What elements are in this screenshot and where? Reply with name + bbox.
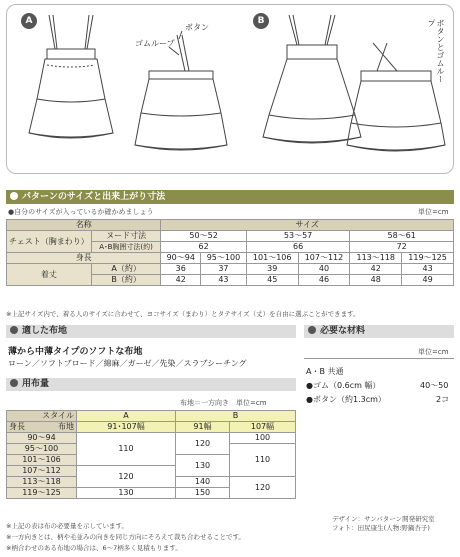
yardage-note: 布地＝一方向き 単位=cm <box>180 399 267 407</box>
nude-3: 58〜61 <box>350 231 454 242</box>
height-1: 90〜94 <box>161 253 201 264</box>
yardage-footnote-3: ※柄合わせのある布地の場合は、6〜7柄多く見積もります。 <box>6 544 182 552</box>
callout-button: ボタン <box>185 23 209 32</box>
callout-button-rubber: ボタンとゴムループ <box>427 19 445 83</box>
callout-line-button <box>179 31 182 39</box>
b107-val-2: 110 <box>230 444 296 477</box>
length-b-2: 43 <box>201 275 247 286</box>
fabric-headline: 薄から中薄タイプのソフトな布地 <box>8 347 143 357</box>
dress-b-icon <box>263 15 361 143</box>
bullet-icon <box>308 326 316 334</box>
b91-val-1: 120 <box>175 433 229 455</box>
row-a: A（約） <box>91 264 161 275</box>
length-a-6: 43 <box>402 264 454 275</box>
length-b-3: 45 <box>246 275 298 286</box>
height-3: 101〜106 <box>246 253 298 264</box>
yardage-footnote-1: ※上記の表は布の必要量を示しています。 <box>6 522 128 530</box>
yardage-table <box>6 410 296 499</box>
row-ab-chest: A･B胸囲寸法(約) <box>91 242 161 253</box>
width-b2: 107幅 <box>230 422 296 433</box>
size-table <box>6 219 454 286</box>
width-a: 91･107幅 <box>77 422 176 433</box>
ab-chest-2: 66 <box>246 242 350 253</box>
header-height-width <box>7 422 77 433</box>
b91-val-2: 130 <box>175 455 229 477</box>
yd-height-4: 107〜112 <box>7 466 77 477</box>
b107-val-1: 100 <box>230 433 296 444</box>
row-height: 身長 <box>7 253 161 264</box>
length-a-5: 42 <box>350 264 402 275</box>
size-footnote: ※上記サイズ内で、着る人のサイズに合わせて、ヨコサイズ（まわり）とタテサイズ（丈）を自由に選ぶことができます。 <box>6 310 360 318</box>
size-section-header <box>6 190 454 204</box>
skirt-a-icon <box>135 35 227 150</box>
height-2: 95〜100 <box>201 253 247 264</box>
size-note: ●自分のサイズが入っているか確かめましょう <box>8 208 154 216</box>
yardage-section-title: 用布量 <box>22 379 50 389</box>
yd-height-5: 113〜118 <box>7 477 77 488</box>
badge-b: B <box>253 13 269 29</box>
length-b-4: 46 <box>298 275 350 286</box>
length-a-2: 37 <box>201 264 247 275</box>
bullet-icon <box>10 192 18 200</box>
b91-val-4: 150 <box>175 488 229 499</box>
materials-common: A・B 共通 <box>306 367 344 376</box>
nude-1: 50〜52 <box>161 231 246 242</box>
b91-val-3: 140 <box>175 477 229 488</box>
length-b-6: 49 <box>402 275 454 286</box>
header-height: 身長 <box>9 422 25 431</box>
illustration-panel <box>6 4 454 174</box>
bullet-icon <box>10 379 18 387</box>
fabric-types: ローン／ソフトブロード／綿麻／ガーゼ／先染／スラブシーチング <box>8 359 247 368</box>
row-length: 着丈 <box>7 264 92 286</box>
a-val-1: 110 <box>77 433 176 466</box>
ab-chest-3: 72 <box>350 242 454 253</box>
length-a-1: 36 <box>161 264 201 275</box>
materials-section-title: 必要な材料 <box>320 326 366 336</box>
yd-height-2: 95〜100 <box>7 444 77 455</box>
ab-chest-1: 62 <box>161 242 246 253</box>
header-style-b: B <box>175 411 295 422</box>
yardage-section-header <box>6 378 296 391</box>
length-b-1: 42 <box>161 275 201 286</box>
a-val-2: 120 <box>77 466 176 488</box>
a-val-3: 130 <box>77 488 176 499</box>
materials-divider <box>304 358 454 359</box>
nude-2: 53〜57 <box>246 231 350 242</box>
fabric-section-title: 適した布地 <box>22 326 68 336</box>
badge-a: A <box>21 13 37 29</box>
length-a-4: 40 <box>298 264 350 275</box>
header-style-a: A <box>77 411 176 422</box>
size-unit: 単位=cm <box>418 208 449 216</box>
row-chest: チェスト（胸まわり） <box>7 231 92 253</box>
materials-section-header <box>304 325 454 338</box>
header-width: 布地 <box>58 422 74 431</box>
header-size: サイズ <box>161 220 454 231</box>
yd-height-6: 119〜125 <box>7 488 77 499</box>
height-5: 113〜118 <box>350 253 402 264</box>
yd-height-1: 90〜94 <box>7 433 77 444</box>
callout-line-loop <box>169 47 179 55</box>
material-button-label: ●ボタン（約1.3cm） <box>306 395 386 404</box>
material-button-value: 2コ <box>436 395 450 404</box>
bullet-icon <box>10 326 18 334</box>
length-b-5: 48 <box>350 275 402 286</box>
dress-a-icon <box>29 15 113 138</box>
material-rubber-value: 40〜50 <box>420 381 449 390</box>
materials-unit: 単位=cm <box>418 348 449 356</box>
yardage-footnote-2: ※一方向きとは、柄や毛並みの向きを同じ方向にそろえて裁ち合わせることです。 <box>6 533 245 541</box>
dress-drawings <box>7 5 455 175</box>
yd-height-3: 101〜106 <box>7 455 77 466</box>
height-4: 107〜112 <box>298 253 350 264</box>
b107-val-3: 120 <box>230 477 296 499</box>
material-rubber-label: ●ゴム（0.6cm 幅） <box>306 381 381 390</box>
width-b1: 91幅 <box>175 422 229 433</box>
fabric-section-header <box>6 325 296 338</box>
header-style: スタイル <box>7 411 77 422</box>
callout-rubber-loop: ゴムループ <box>135 39 175 48</box>
row-nude: ヌード寸法 <box>91 231 161 242</box>
credit-photo: フォト：田尻康生(人物:野鍋杏子) <box>332 524 430 532</box>
header-name: 名称 <box>7 220 161 231</box>
row-b: B（約） <box>91 275 161 286</box>
height-6: 119〜125 <box>402 253 454 264</box>
size-section-title: パターンのサイズと出来上がり寸法 <box>22 192 166 202</box>
credit-design: デザイン：サンパターン開発研究室 <box>332 515 435 523</box>
length-a-3: 39 <box>246 264 298 275</box>
